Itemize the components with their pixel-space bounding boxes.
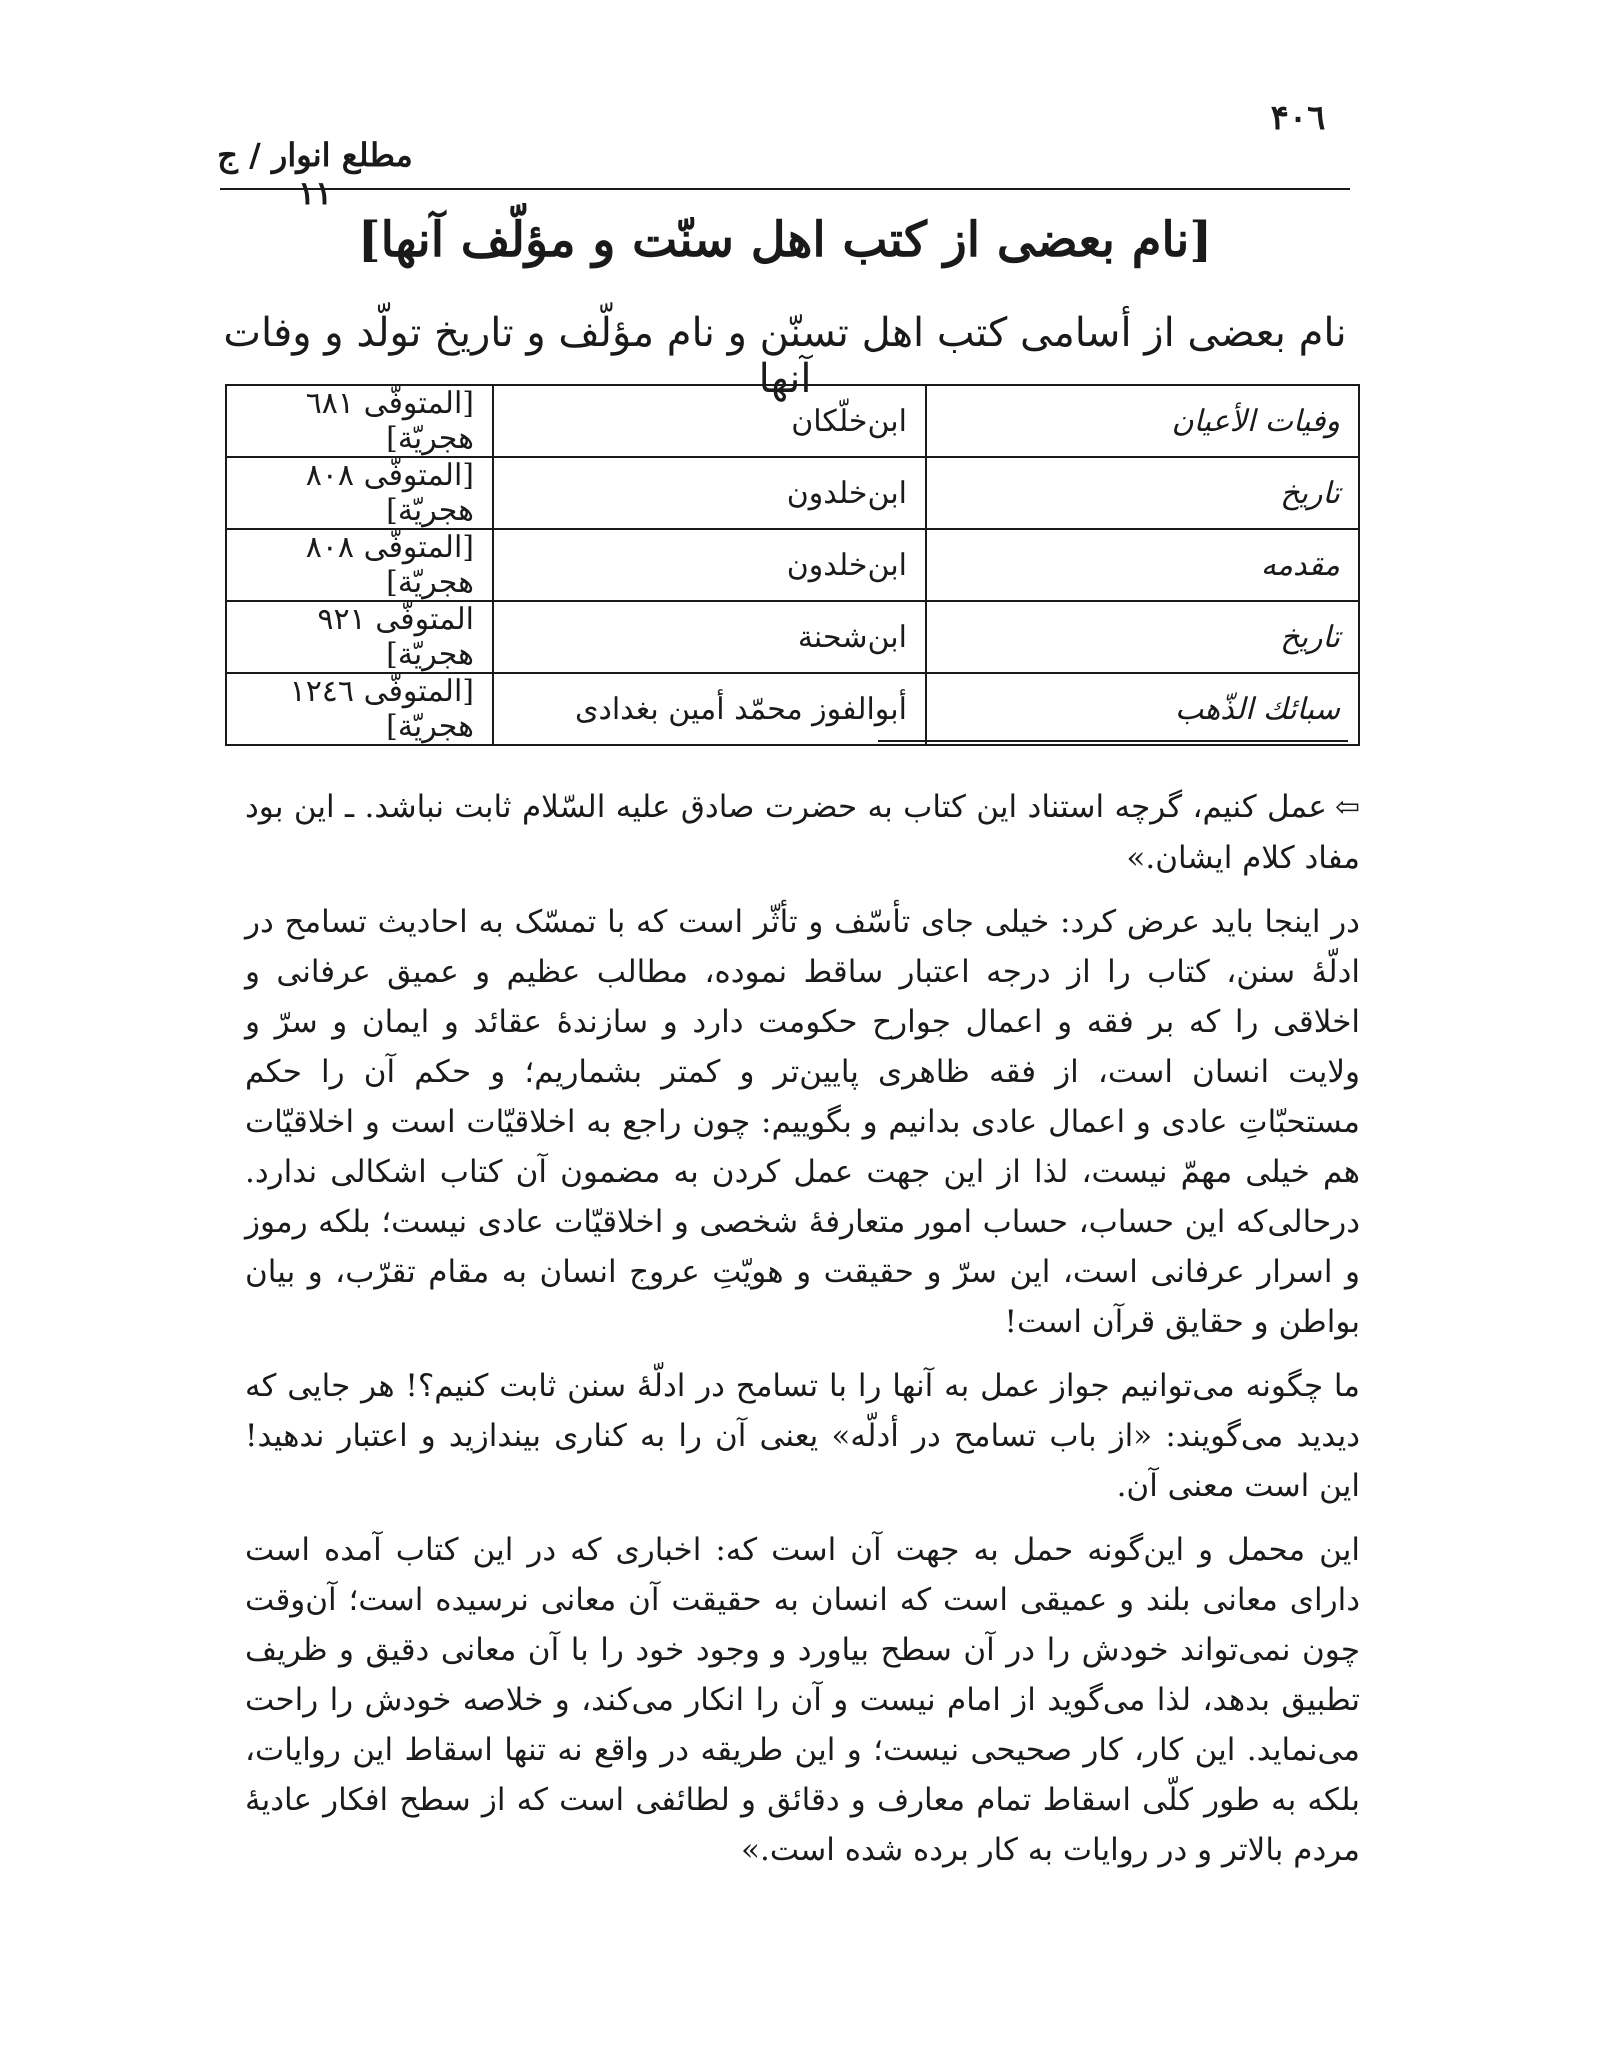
table-caption: نام بعضی از أسامی کتب اهل تسنّن و نام مؤلّف و تاریخ تولّد و وفات آنها <box>223 310 1347 402</box>
book-title-cell: تاریخ <box>926 457 1359 529</box>
body-text <box>245 782 1360 1889</box>
paragraph: ما چگونه می‌توانیم جواز عمل به آنها را با تسامح در ادلّهٔ سنن ثابت کنیم؟! هر جایی که دیدید می‌گویند: «از باب تسامح در أدلّه» یعنی آن را به کناری بیندازید و اعتبار ندهید! این است معنی آن. <box>245 1368 1361 1504</box>
death-date-cell: [المتوفّی ٨٠٨ هجریّة] <box>226 457 493 529</box>
author-cell: أبوالفوز محمّد أمین بغدادی <box>493 673 926 745</box>
author-cell: ابن‌خلدون <box>493 457 926 529</box>
author-cell: ابن‌شحنة <box>493 601 926 673</box>
death-date-cell: [المتوفّی ٦٨١ هجریّة] <box>226 385 493 457</box>
book-title-cell: تاریخ <box>926 601 1359 673</box>
paragraph-text: عمل کنیم، گرچه استناد این کتاب به حضرت صادق علیه السّلام ثابت نباشد. ـ این بود مفاد کلام ایشان.» <box>245 789 1360 876</box>
books-table <box>225 384 1360 746</box>
paragraph: این محمل و این‌گونه حمل به جهت آن است که: اخباری که در این کتاب آمده است دارای معانی بلند و عمیقی است که انسان به حقیقت آن معانی نرسیده است؛ آن‌وقت چون نمی‌تواند خودش را در آن سطح بیاورد و وجود خود را با آن معانی دقیق و ظریف تطبیق بدهد، لذا می‌گوید از امام نیست و آن را انکار می‌کند، و خلاصه خودش را راحت می‌نماید. این کار، کار صحیحی نیست؛ و این طریقه در واقع نه تنها اسقاط این روایات، بلکه به طور کلّی اسقاط تمام معارف و دقائق و لطائفی است که از سطح افکار عادیهٔ مردم بالاتر و در روایات به کار برده شده است.» <box>245 1532 1360 1868</box>
death-date-cell: المتوفّی ٩٢١ هجریّة] <box>226 601 493 673</box>
author-cell: ابن‌خلدون <box>493 529 926 601</box>
table-row <box>226 601 1359 673</box>
death-date-cell: [المتوفّی ١٢٤٦ هجریّة] <box>226 673 493 745</box>
running-head: مطلع انوار / ج ۱۱ <box>217 136 413 212</box>
continuation-arrow-icon: ⇦ <box>1334 790 1360 825</box>
table-row <box>226 673 1359 745</box>
book-title-cell: مقدمه <box>926 529 1359 601</box>
death-date-cell: [المتوفّی ٨٠٨ هجریّة] <box>226 529 493 601</box>
header-rule <box>220 188 1350 190</box>
paragraph: در اینجا باید عرض کرد: خیلی جای تأسّف و تأثّر است که با تمسّک به احادیث تسامح در ادلّهٔ سنن، کتاب را از درجه اعتبار ساقط نموده، مطالب عظیم و عمیق عرفانی و اخلاقی را که بر فقه و اعمال جوارح حکومت دارد و سازندهٔ عقائد و ایمان و سرّ و ولایت انسان است، از فقه ظاهری پایین‌تر و کمتر بشماریم؛ و حکم آن را حکم مستحبّاتِ عادی و اعمال عادی بدانیم و بگوییم: چون راجع به اخلاقیّات است و اخلاقیّات هم خیلی مهمّ نیست، لذا از این جهت عمل کردن به مضمون آن کتاب اشکالی ندارد. درحالی‌که این حساب، حساب امور متعارفهٔ شخصی و اخلاقیّات عادی نیست؛ بلکه رموز و اسرار عرفانی است، این سرّ و حقیقت و هویّتِ عروج انسان به مقام تقرّب، و بیان بواطن و حقایق قرآن است! <box>245 904 1360 1340</box>
section-title: [نام بعضی از کتب اهل سنّت و مؤلّف آنها] <box>357 212 1213 268</box>
page-number: ۴۰٦ <box>1270 98 1326 138</box>
footnote-rule <box>878 740 1348 742</box>
book-title-cell: سبائك الذّهب <box>926 673 1359 745</box>
table-row <box>226 529 1359 601</box>
author-cell: ابن‌خلّکان <box>493 385 926 457</box>
paragraph <box>245 782 1360 883</box>
table-row <box>226 385 1359 457</box>
table-row <box>226 457 1359 529</box>
book-title-cell: وفیات الأعیان <box>926 385 1359 457</box>
